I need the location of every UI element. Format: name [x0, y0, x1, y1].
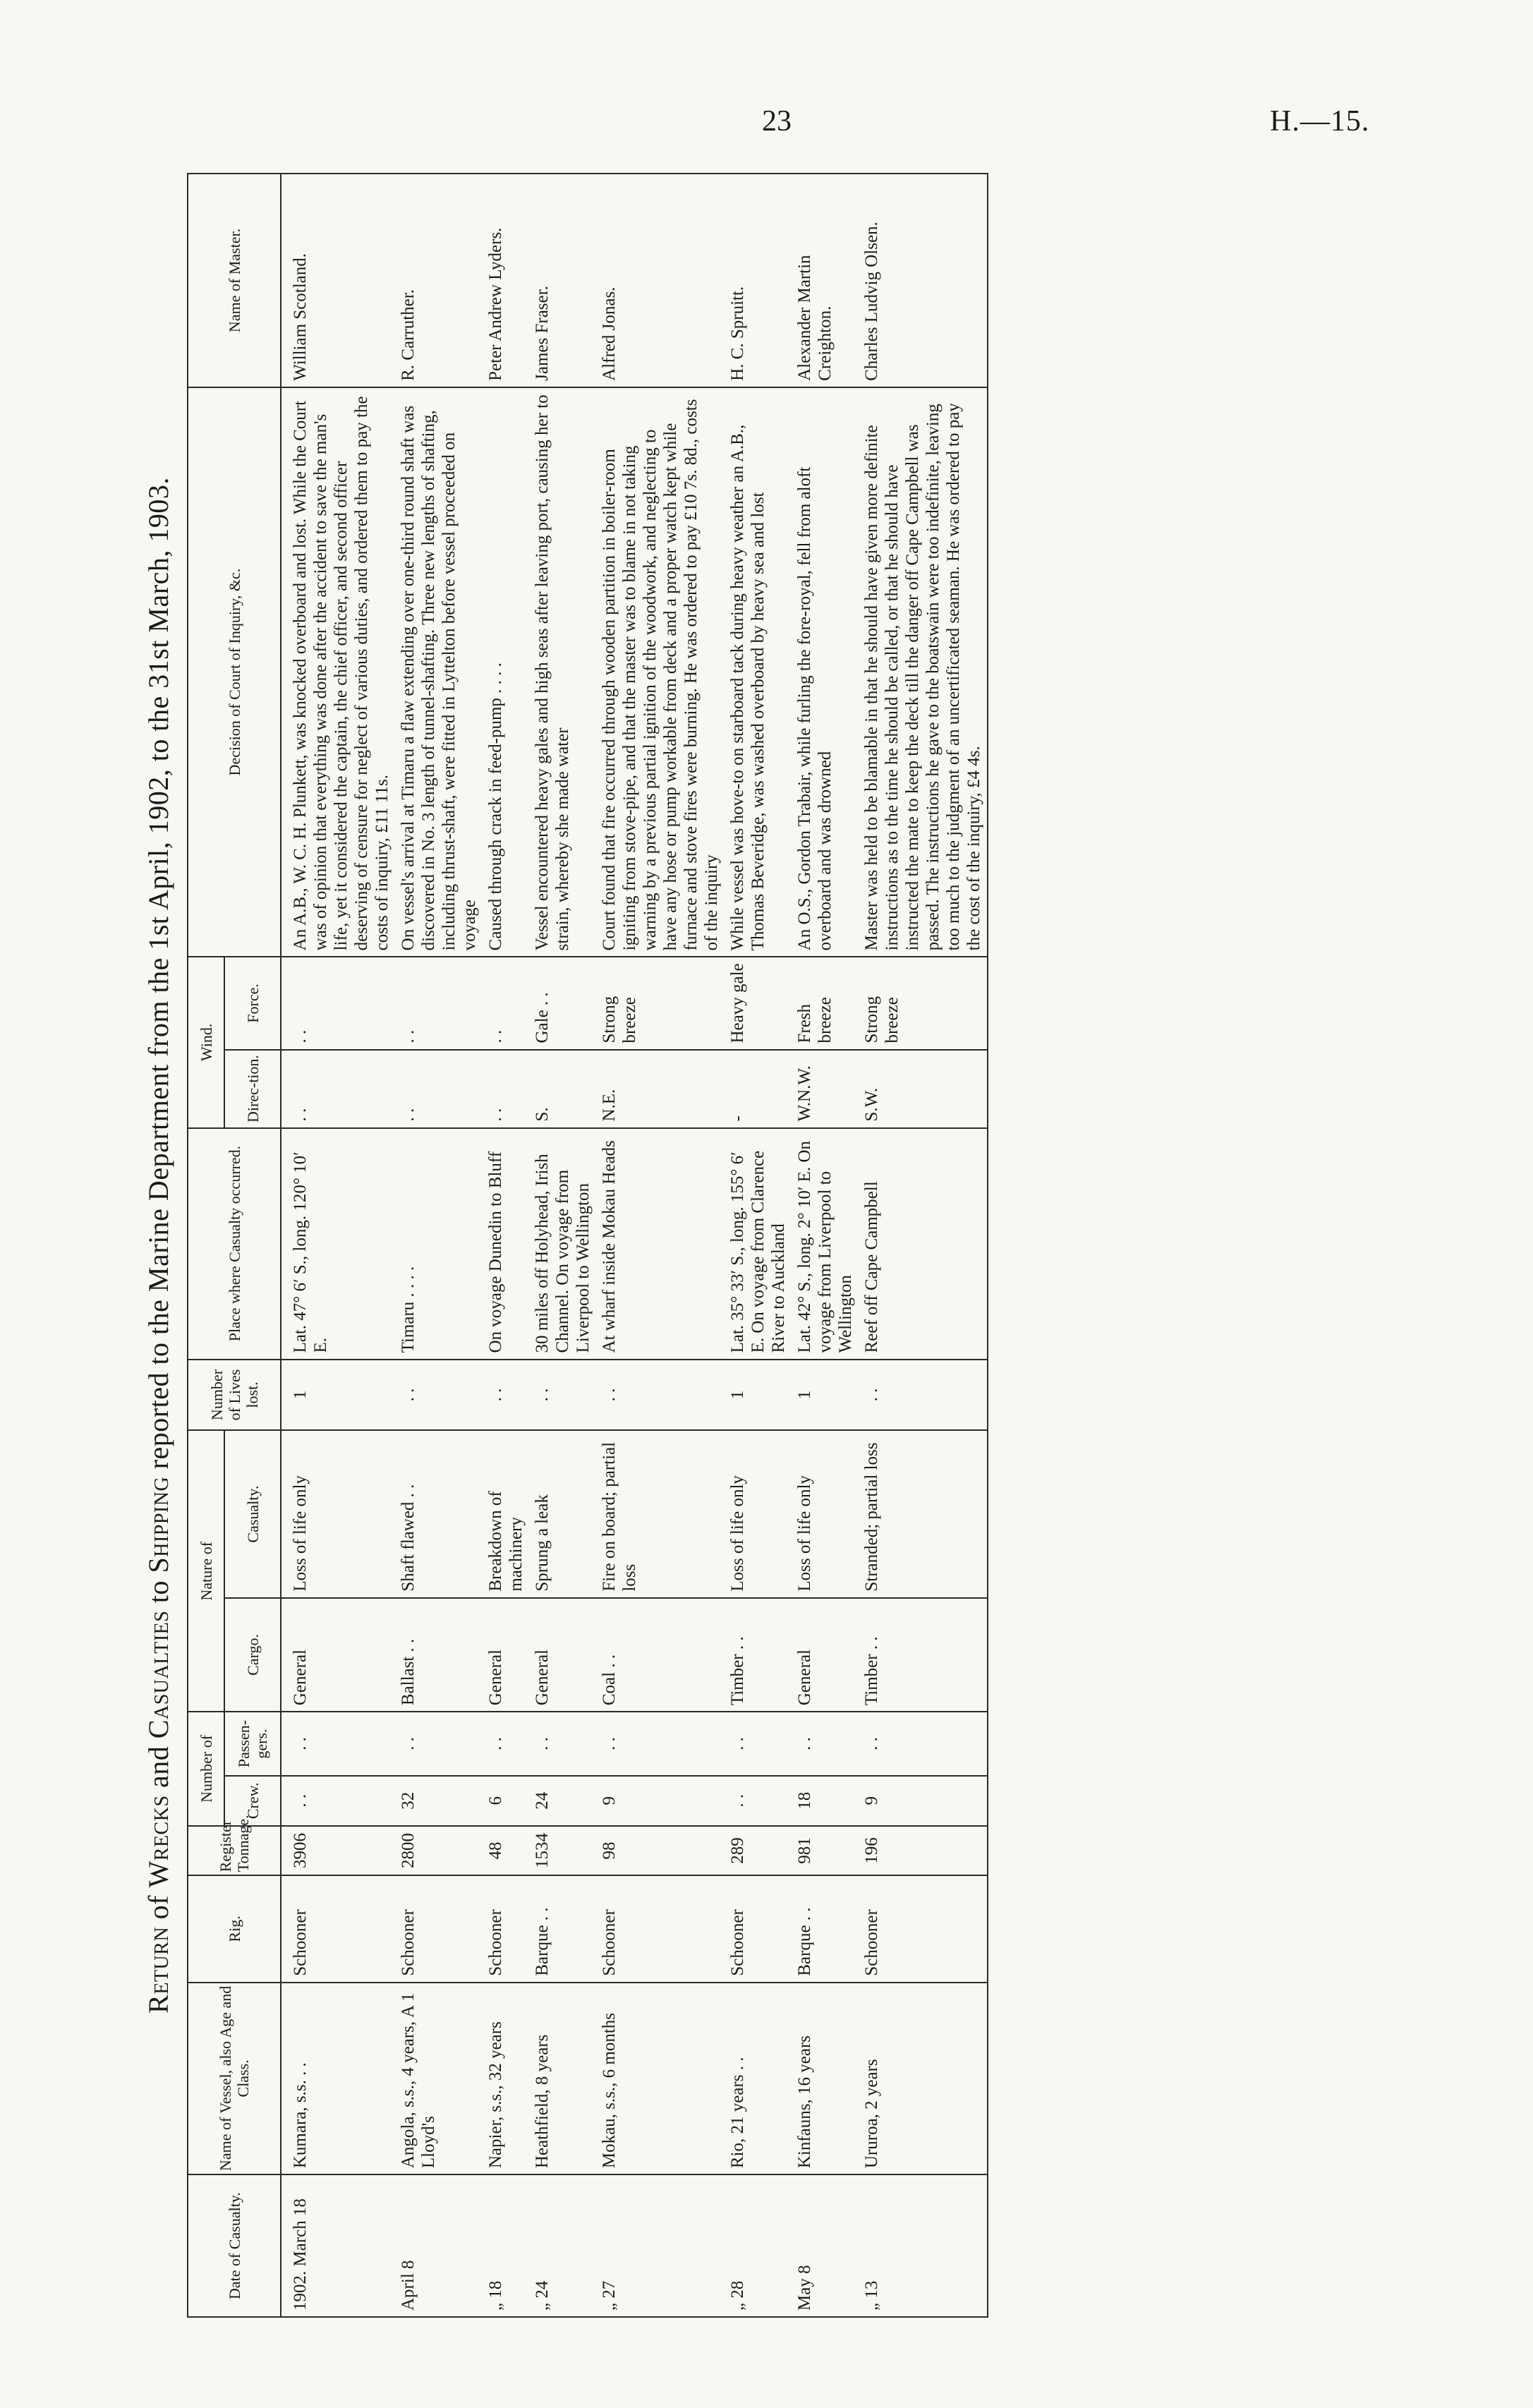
lives-lost-cell: . .	[483, 1360, 529, 1431]
cargo-cell: General	[792, 1598, 859, 1712]
casualty-cell: Sprung a leak	[529, 1430, 596, 1597]
tonnage-cell: 196	[859, 1826, 988, 1876]
header-place: Place where Casualty occurred.	[188, 1128, 281, 1360]
header-tonnage: Register Tonnage.	[188, 1826, 281, 1876]
casualty-cell: Loss of life only	[792, 1430, 859, 1597]
place-cell: Lat. 42° S., long. 2° 10′ E. On voyage from Liverpool to Wellington	[792, 1128, 859, 1360]
wind-direction-cell: -	[725, 1050, 792, 1128]
master-cell: Alfred Jonas.	[596, 174, 725, 387]
casualty-cell: Stranded; partial loss	[859, 1430, 988, 1597]
crew-cell: . .	[281, 1776, 395, 1826]
tonnage-cell: 1534	[529, 1826, 596, 1876]
cargo-cell: Timber . .	[725, 1598, 792, 1712]
master-cell: R. Carruther.	[395, 174, 483, 387]
crew-cell: 32	[395, 1776, 483, 1826]
rig-cell: Schooner	[395, 1875, 483, 1982]
passengers-cell: . .	[395, 1712, 483, 1776]
tonnage-cell: 289	[725, 1826, 792, 1876]
passengers-cell: . .	[596, 1712, 725, 1776]
header-wind: Wind.	[188, 957, 224, 1127]
decision-cell: An O.S., Gordon Trabair, while furling the fore-royal, fell from aloft overboard and was drowned	[792, 387, 859, 957]
title-rest: reported to the Marine Department from the 1st April, 1902, to the 31st March, 1903.	[143, 477, 174, 1470]
tonnage-cell: 3906	[281, 1826, 395, 1876]
wind-direction-cell: . .	[483, 1050, 529, 1128]
rig-cell: Schooner	[483, 1875, 529, 1982]
page-reference: H.—15.	[1270, 105, 1370, 138]
passengers-cell: . .	[483, 1712, 529, 1776]
lives-lost-cell: 1	[725, 1360, 792, 1431]
table-row	[725, 174, 792, 2317]
header-date: Date of Casualty.	[188, 2174, 281, 2317]
table-row	[859, 174, 988, 2317]
header-nature-of: Nature of	[188, 1430, 224, 1712]
decision-cell: An A.B., W. C. H. Plunkett, was knocked overboard and lost. While the Court was of opinion that everything was done after the accident to save the man's life, yet it considered the captain, the chief officer, and second officer deserving of censure for neglect of various duties, and ordered them to pay the costs of inquiry, £11 11s.	[281, 387, 395, 957]
wind-direction-cell: . .	[395, 1050, 483, 1128]
date-cell: „ 18	[483, 2174, 529, 2317]
master-cell: H. C. Spruitt.	[725, 174, 792, 387]
rig-cell: Barque . .	[529, 1875, 596, 1982]
lives-lost-cell: . .	[596, 1360, 725, 1431]
passengers-cell: . .	[725, 1712, 792, 1776]
crew-cell: 9	[859, 1776, 988, 1826]
cargo-cell: General	[281, 1598, 395, 1712]
decision-cell: On vessel's arrival at Timaru a flaw extending over one-third round shaft was discovered in No. 3 length of tunnel-shafting. Three new lengths of shafting, including thrust-shaft, were fitted in Lyttelton before vessel proceeded on voyage	[395, 387, 483, 957]
table-row	[483, 174, 529, 2317]
title-return: Return	[143, 1926, 174, 2014]
decision-cell: While vessel was hove-to on starboard tack during heavy weather an A.B., Thomas Beveridge, was washed overboard by heavy sea and lost	[725, 387, 792, 957]
place-cell: Reef off Cape Campbell	[859, 1128, 988, 1360]
wind-force-cell: Fresh breeze	[792, 957, 859, 1049]
master-cell: Charles Ludvig Olsen.	[859, 174, 988, 387]
decision-cell: Court found that fire occurred through wooden partition in boiler-room igniting from stove-pipe, and that the master was to blame in not taking warning by a previous partial ignition of the woodwork, and neglecting to have any hose or pump workable from deck and a proper watch kept while furnace and stove fires were burning. He was ordered to pay £10 7s. 8d., costs of the inquiry	[596, 387, 725, 957]
return-title	[131, 173, 187, 2318]
title-and: and	[143, 1746, 174, 1788]
wind-force-cell: Strong breeze	[859, 957, 988, 1049]
casualty-cell: Loss of life only	[281, 1430, 395, 1597]
title-shipping: Shipping	[143, 1476, 174, 1573]
casualty-cell: Loss of life only	[725, 1430, 792, 1597]
master-cell: Alexander Martin Creighton.	[792, 174, 859, 387]
lives-lost-cell: 1	[281, 1360, 395, 1431]
title-wrecks: Wrecks	[143, 1795, 174, 1888]
table-row	[792, 174, 859, 2317]
cargo-cell: General	[529, 1598, 596, 1712]
date-cell: April 8	[395, 2174, 483, 2317]
casualty-table	[187, 173, 988, 2318]
wind-direction-cell: S.	[529, 1050, 596, 1128]
master-cell: William Scotland.	[281, 174, 395, 387]
header-direction: Direc-tion.	[224, 1050, 281, 1128]
place-cell: On voyage Dunedin to Bluff	[483, 1128, 529, 1360]
table-row	[596, 174, 725, 2317]
date-cell: „ 13	[859, 2174, 988, 2317]
cargo-cell: Timber . .	[859, 1598, 988, 1712]
wind-force-cell: . .	[395, 957, 483, 1049]
crew-cell: 24	[529, 1776, 596, 1826]
decision-cell: Vessel encountered heavy gales and high seas after leaving port, causing her to strain, whereby she made water	[529, 387, 596, 957]
title-of: of	[143, 1894, 174, 1920]
crew-cell: . .	[725, 1776, 792, 1826]
tonnage-cell: 48	[483, 1826, 529, 1876]
passengers-cell: . .	[529, 1712, 596, 1776]
page-number: 23	[762, 105, 792, 138]
wind-force-cell: Heavy gale	[725, 957, 792, 1049]
table-row	[529, 174, 596, 2317]
place-cell: Lat. 47° 6′ S., long. 120° 10′ E.	[281, 1128, 395, 1360]
wind-force-cell: . .	[483, 957, 529, 1049]
lives-lost-cell: 1	[792, 1360, 859, 1431]
master-cell: James Fraser.	[529, 174, 596, 387]
tonnage-cell: 981	[792, 1826, 859, 1876]
rig-cell: Schooner	[281, 1875, 395, 1982]
header-cargo: Cargo.	[224, 1598, 281, 1712]
date-cell: „ 28	[725, 2174, 792, 2317]
rotated-table-block	[131, 173, 1422, 2318]
decision-cell: Master was held to be blamable in that he should have given more definite instructions as to the time he should be called, or that he should have instructed the mate to keep the deck till the danger off Cape Campbell was passed. The instructions he gave to the boatswain were too indefinite, leaving too much to the judgment of an uncertificated seaman. He was ordered to pay the cost of the inquiry, £4 4s.	[859, 387, 988, 957]
vessel-cell: Heathfield, 8 years	[529, 1983, 596, 2175]
crew-cell: 6	[483, 1776, 529, 1826]
cargo-cell: Coal . .	[596, 1598, 725, 1712]
date-cell: May 8	[792, 2174, 859, 2317]
wind-force-cell: Gale . .	[529, 957, 596, 1049]
title-to: to	[143, 1580, 174, 1604]
place-cell: Lat. 35° 33′ S., long. 155° 6′ E. On voyage from Clarence River to Auckland	[725, 1128, 792, 1360]
header-vessel: Name of Vessel, also Age and Class.	[188, 1983, 281, 2175]
table-row	[395, 174, 483, 2317]
place-cell: 30 miles off Holyhead, Irish Channel. On voyage from Liverpool to Wellington	[529, 1128, 596, 1360]
header-master: Name of Master.	[188, 174, 281, 387]
date-cell: „ 24	[529, 2174, 596, 2317]
casualty-cell: Shaft flawed . .	[395, 1430, 483, 1597]
title-casualties: Casualties	[143, 1610, 174, 1739]
crew-cell: 9	[596, 1776, 725, 1826]
date-cell: 1902. March 18	[281, 2174, 395, 2317]
lives-lost-cell: . .	[395, 1360, 483, 1431]
casualty-rows	[281, 174, 988, 2317]
tonnage-cell: 2800	[395, 1826, 483, 1876]
wind-direction-cell: N.E.	[596, 1050, 725, 1128]
wind-force-cell: Strong breeze	[596, 957, 725, 1049]
wind-direction-cell: S.W.	[859, 1050, 988, 1128]
header-number-of: Number of	[188, 1712, 224, 1825]
header-decision: Decision of Court of Inquiry, &c.	[188, 387, 281, 957]
place-cell: Timaru . . . .	[395, 1128, 483, 1360]
rig-cell: Schooner	[725, 1875, 792, 1982]
header-lives-lost: Number of Lives lost.	[188, 1360, 281, 1431]
wind-direction-cell: . .	[281, 1050, 395, 1128]
table-row	[281, 174, 395, 2317]
rig-cell: Barque . .	[792, 1875, 859, 1982]
vessel-cell: Mokau, s.s., 6 months	[596, 1983, 725, 2175]
vessel-cell: Rio, 21 years . .	[725, 1983, 792, 2175]
vessel-cell: Angola, s.s., 4 years, A 1 Lloyd's	[395, 1983, 483, 2175]
passengers-cell: . .	[281, 1712, 395, 1776]
header-rig: Rig.	[188, 1875, 281, 1982]
casualty-cell: Fire on board; partial loss	[596, 1430, 725, 1597]
vessel-cell: Kumara, s.s. . .	[281, 1983, 395, 2175]
vessel-cell: Napier, s.s., 32 years	[483, 1983, 529, 2175]
casualty-cell: Breakdown of machinery	[483, 1430, 529, 1597]
passengers-cell: . .	[859, 1712, 988, 1776]
cargo-cell: Ballast . .	[395, 1598, 483, 1712]
lives-lost-cell: . .	[529, 1360, 596, 1431]
date-cell: „ 27	[596, 2174, 725, 2317]
tonnage-cell: 98	[596, 1826, 725, 1876]
header-force: Force.	[224, 957, 281, 1049]
decision-cell: Caused through crack in feed-pump . . . .	[483, 387, 529, 957]
header-casualty: Casualty.	[224, 1430, 281, 1597]
vessel-cell: Ururoa, 2 years	[859, 1983, 988, 2175]
header-crew: Crew.	[224, 1776, 281, 1826]
passengers-cell: . .	[792, 1712, 859, 1776]
rig-cell: Schooner	[596, 1875, 725, 1982]
wind-force-cell: . .	[281, 957, 395, 1049]
place-cell: At wharf inside Mokau Heads	[596, 1128, 725, 1360]
header-passengers: Passen-gers.	[224, 1712, 281, 1776]
cargo-cell: General	[483, 1598, 529, 1712]
lives-lost-cell: . .	[859, 1360, 988, 1431]
crew-cell: 18	[792, 1776, 859, 1826]
master-cell: Peter Andrew Lyders.	[483, 174, 529, 387]
wind-direction-cell: W.N.W.	[792, 1050, 859, 1128]
rig-cell: Schooner	[859, 1875, 988, 1982]
vessel-cell: Kinfauns, 16 years	[792, 1983, 859, 2175]
